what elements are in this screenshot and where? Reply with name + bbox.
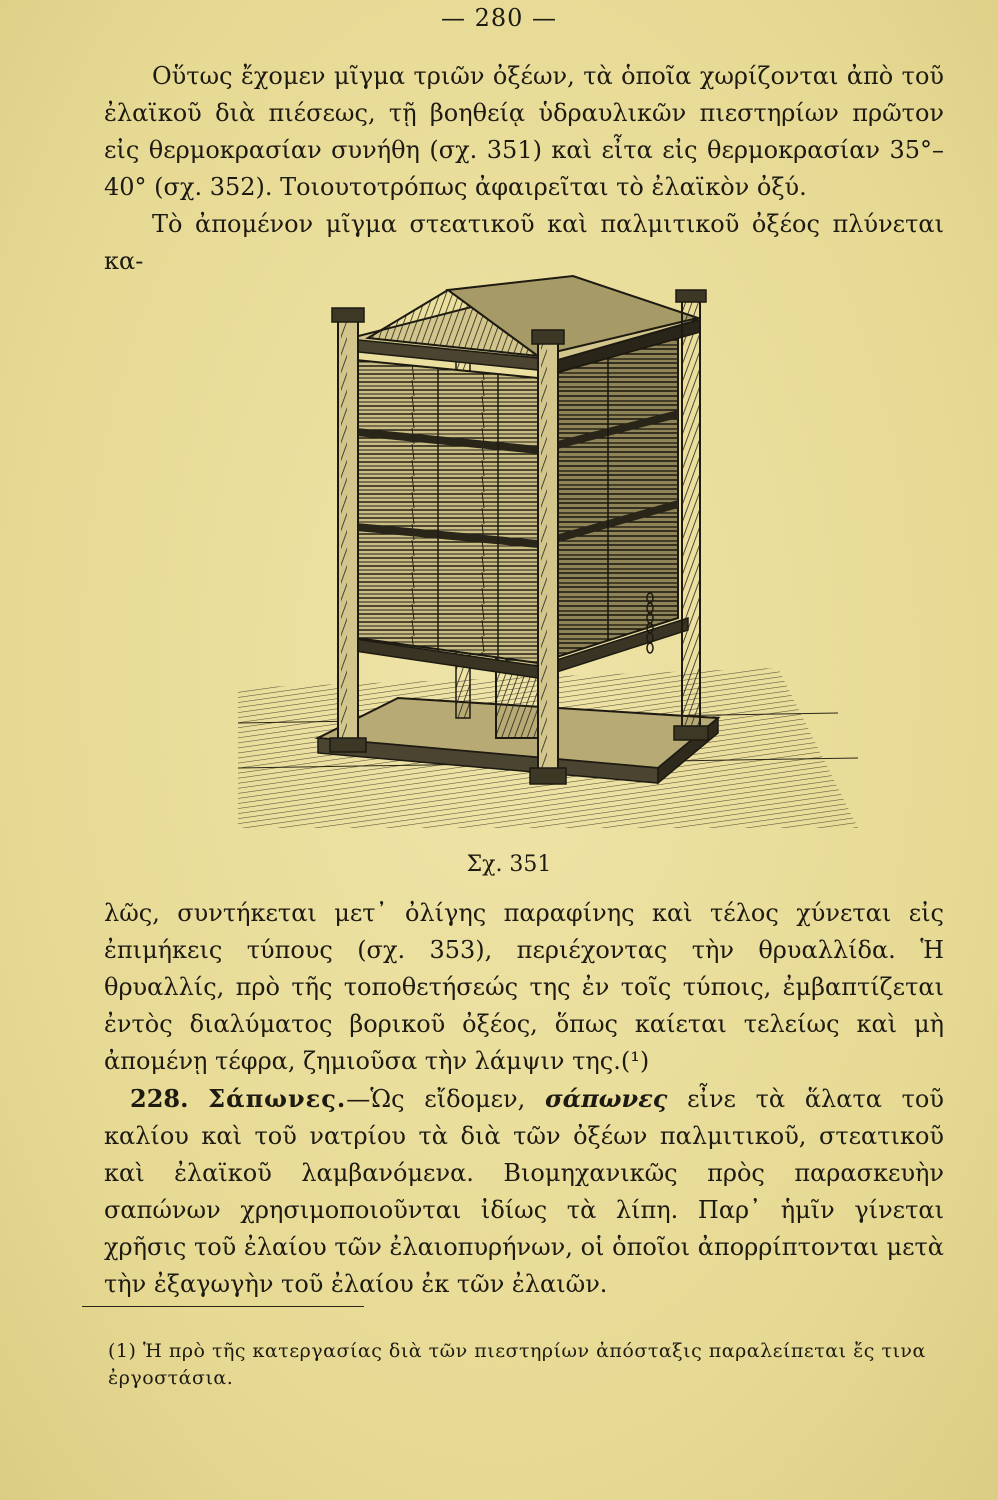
section-term: σάπωνες (544, 1084, 668, 1113)
page-number: — 280 — (440, 4, 558, 32)
paragraph-candle-casting: λῶς, συντήκεται μετ᾽ ὀλίγης παραφίνης καὶ τέλος χύνεται εἰς ἐπιμήκεις τύπους (σχ. 353), περιέχοντας τὴν θρυαλλίδα. Ἡ θρυαλλίς, πρὸ τῆς τοποθετήσεώς της ἐν τοῖς τύποις, ἐμβαπτίζεται ἐντὸς διαλύματος βορικοῦ ὀξέος, ὅπως καίεται τελείως καὶ μὴ ἀπομένῃ τέφρα, ζημιοῦσα τὴν λάμψιν της.(¹) (104, 899, 944, 1075)
footnote: (1) Ἡ πρὸ τῆς κατεργασίας διὰ τῶν πιεστηρίων ἀπόσταξις παραλείπεται ἔς τινα ἐργοστάσια. (108, 1340, 926, 1389)
figure-caption: Σχ. 351 (466, 852, 552, 877)
section-soaps (104, 1080, 944, 1303)
paragraph-acid-separation: Οὕτως ἔχομεν μῖγμα τριῶν ὀξέων, τὰ ὁποῖα χωρίζονται ἀπὸ τοῦ ἐλαϊκοῦ διὰ πιέσεως, τῇ βοηθείᾳ ὑδραυλικῶν πιεστηρίων πρῶτον εἰς θερμοκρασίαν συνήθη (σχ. 351) καὶ εἶτα εἰς θερμοκρασίαν 35°– 40° (σχ. 352). Τοιουτοτρόπως ἀφαιρεῖται τὸ ἐλαϊκὸν ὀξύ. (104, 62, 944, 201)
section-lead: —Ὡς εἴδομεν, (346, 1085, 526, 1113)
section-number: 228. (130, 1084, 189, 1113)
hydraulic-press-illustration (238, 268, 938, 828)
section-title: Σάπωνες. (208, 1084, 347, 1113)
paragraph-acid-washing: Τὸ ἀπομένον μῖγμα στεατικοῦ καὶ παλμιτικοῦ ὀξέος πλύνεται κα- (104, 210, 944, 275)
section-body: εἶνε τὰ ἅλατα τοῦ καλίου καὶ τοῦ νατρίου τὰ διὰ τῶν ὀξέων παλμιτικοῦ, στεατικοῦ καὶ ἐλαϊκοῦ λαμβανόμενα. Βιομηχανικῶς πρὸς παρασκευὴν σαπώνων χρησιμοποιοῦνται ἰδίως τὰ λίπη. Παρ᾽ ἡμῖν γίνεται χρῆσις τοῦ ἐλαίου τῶν ἐλαιοπυρήνων, οἱ ὁποῖοι ἀπορρίπτονται μετὰ τὴν ἐξαγωγὴν τοῦ ἐλαίου ἐκ τῶν ἐλαιῶν. (104, 1085, 944, 1298)
footnote-divider (82, 1306, 364, 1307)
